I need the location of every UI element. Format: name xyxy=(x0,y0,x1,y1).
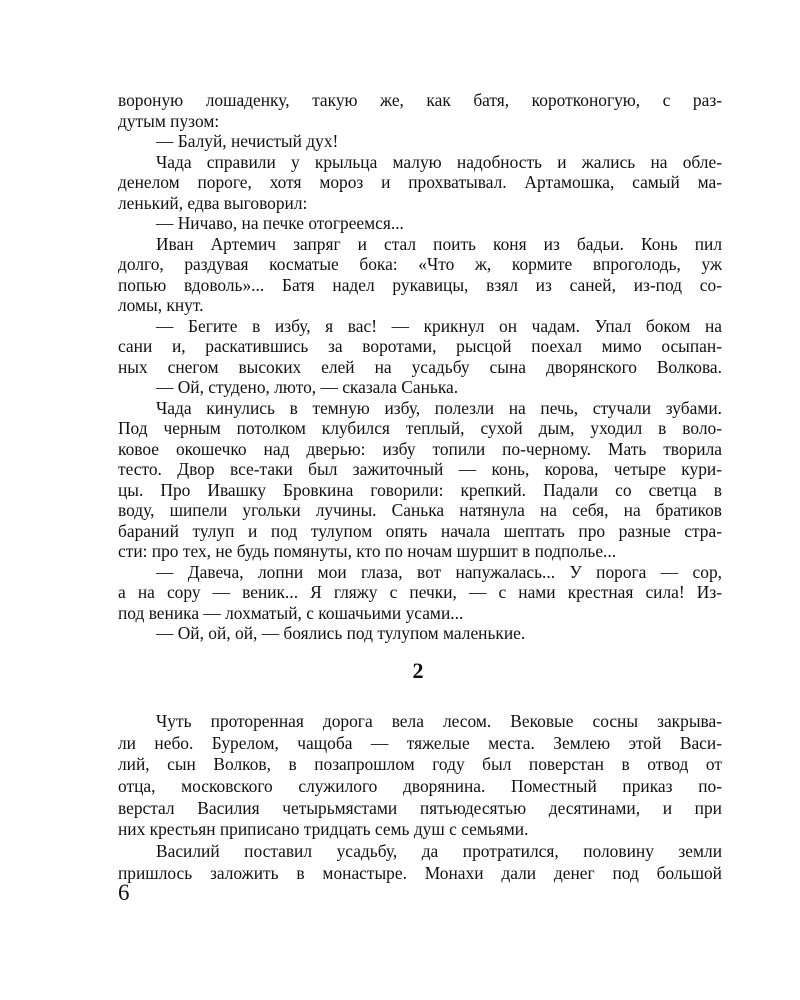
text-line: ковое окошечко над дверью: избу топили по-черному. Мать творила xyxy=(118,438,722,459)
text-line: пришлось заложить в монастыре. Монахи дали денег под большой xyxy=(118,862,722,883)
text-line: них крестьян приписано тридцать семь душ с семьями. xyxy=(118,819,529,840)
text-line: воронyю лошаденку, такую же, как батя, коротконогую, с раз- xyxy=(118,90,722,110)
text-line: отца, московского служилого дворянина. Поместный приказ по- xyxy=(118,776,722,797)
text-line: сани и, раскатившись за воротами, рысцой поехал мимо осыпан- xyxy=(118,336,722,356)
text-line: верстал Василия четырьмястами пятьюдесятью десятинами, и при xyxy=(118,797,722,818)
text-line: под веника — лохматый, с кошачьими усами... xyxy=(118,602,464,623)
text-line: — Ой, ой, ой, — боялись под тулупом маленькие. xyxy=(156,623,526,643)
text-line: тесто. Двор все-таки был зажиточный — конь, корова, четыре кури- xyxy=(118,459,722,479)
text-line: Иван Артемич запряг и стал поить коня из бадьи. Конь пил xyxy=(156,233,722,254)
text-line: Василий поставил усадьбу, да протратился, половину земли xyxy=(156,841,722,862)
text-line: воду, шипели угольки лучины. Санька натянула на себя, на братиков xyxy=(118,500,722,520)
text-line: лий, сын Волков, в позапрошлом году был поверстан в отвод от xyxy=(118,754,722,775)
chapter-heading: 2 xyxy=(412,658,424,683)
text-line: — Давеча, лопни мои глаза, вот напужалась... У порога — сор, xyxy=(156,561,722,582)
text-line: Чуть проторенная дорога вела лесом. Вековые сосны закрыва- xyxy=(156,711,722,731)
page-number: 6 xyxy=(118,880,130,905)
text-block-part-1 xyxy=(118,90,722,644)
text-line: цы. Про Ивашку Бровкина говорили: крепкий. Падали со светца в xyxy=(118,479,722,500)
text-line: — Ой, студено, люто, — сказала Санька. xyxy=(156,377,459,397)
text-line: ли небо. Бурелом, чащоба — тяжелые места. Землею этой Васи- xyxy=(118,732,722,753)
text-line: денелом пороге, хотя мороз и прохватывал. Артамошка, самый ма- xyxy=(118,172,722,192)
text-block-part-2 xyxy=(118,711,722,885)
text-line: Чада кинулись в темную избу, полезли на печь, стучали зубами. xyxy=(156,397,722,418)
text-line: — Балуй, нечистый дух! xyxy=(156,131,339,151)
text-line: сти: про тех, не будь помянуты, кто по ночам шуршит в подполье... xyxy=(118,541,617,561)
text-line: долго, раздувая косматые бока: «Что ж, кормите впроголодь, уж xyxy=(118,254,722,274)
text-line: бараний тулуп и под тулупом опять начала шептать про разные стра- xyxy=(118,520,722,541)
text-line: ломы, кнут. xyxy=(118,295,204,315)
text-line: — Ничаво, на печке отогреемся... xyxy=(156,213,404,233)
text-line: попью вдоволь»... Батя надел рукавицы, взял из саней, из-под со- xyxy=(118,274,722,295)
text-line: дутым пузом: xyxy=(118,110,220,131)
text-line: Чада справили у крыльца малую надобность и жались на обле- xyxy=(156,151,722,172)
text-line: ленький, едва выговорил: xyxy=(118,192,308,213)
text-line: Под черным потолком клубился теплый, сухой дым, уходил в воло- xyxy=(118,418,722,438)
text-line: — Бегите в избу, я вас! — крикнул он чадам. Упал боком на xyxy=(156,315,722,336)
text-line: а на сору — веник... Я гляжу с печки, — с нами крестная сила! Из- xyxy=(118,582,722,602)
text-line: ных снегом высоких елей на усадьбу сына дворянского Волкова. xyxy=(118,356,722,377)
